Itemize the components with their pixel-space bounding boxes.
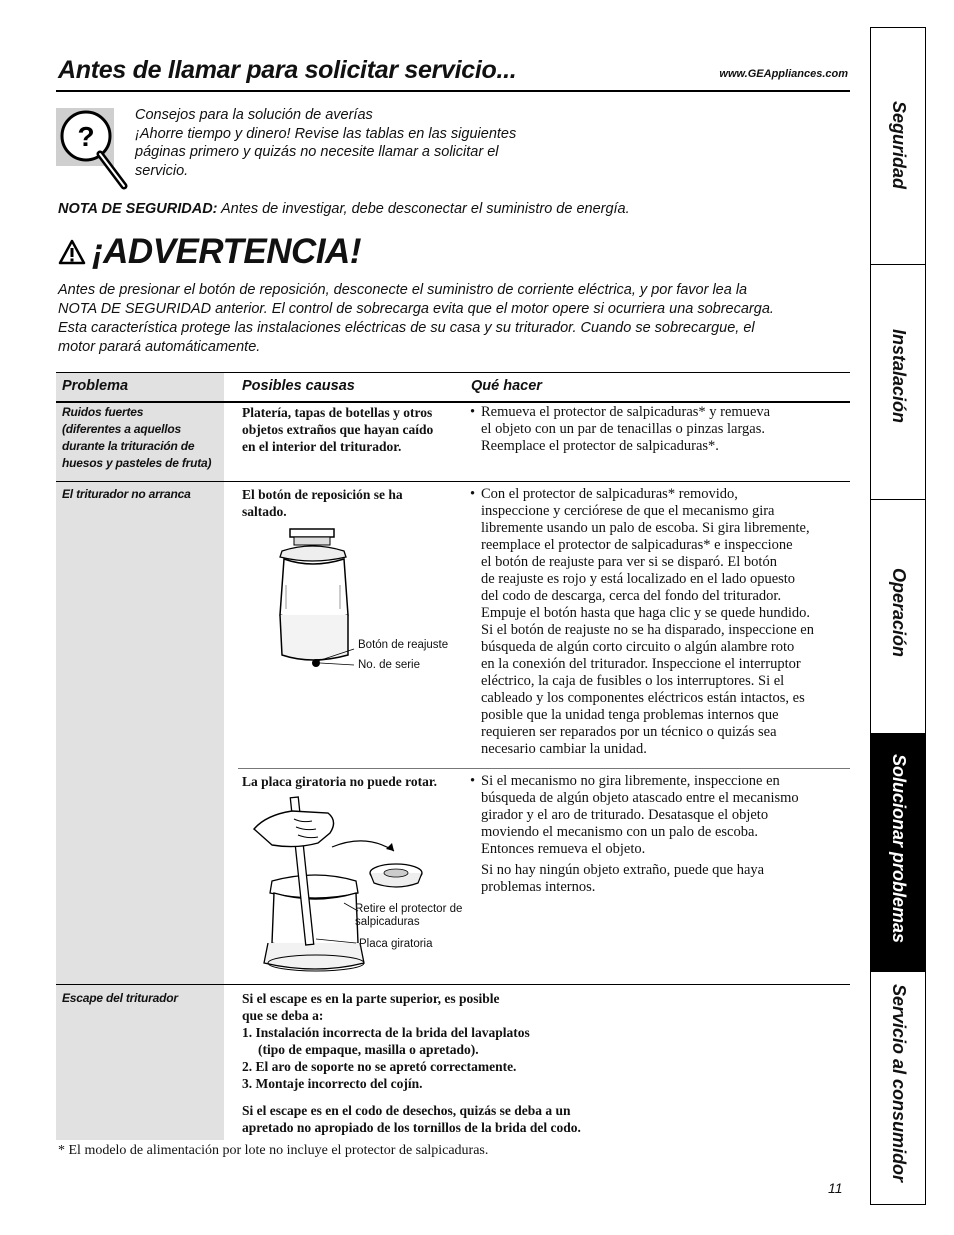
cause-line: objetos extraños que hayan caído <box>242 422 434 437</box>
label-no-serie: No. de serie <box>358 659 421 671</box>
todo-line: el objeto con un par de tenacillas o pinzas largas. <box>481 421 765 437</box>
todo-line: Empuje el botón hasta que haga clic y se quede hundido. <box>481 605 810 621</box>
tips-line: ¡Ahorre tiempo y dinero! Revise las tablas en las siguientes <box>135 125 517 142</box>
cause-objetos-extranos <box>242 404 462 455</box>
todo-line: Si el botón de reajuste no se ha disparado, inspeccione en <box>481 622 814 638</box>
tab-label: Seguridad <box>889 101 909 190</box>
warning-title: ¡ADVERTENCIA! <box>92 232 361 271</box>
disposer-illustration <box>272 525 362 675</box>
tab-instalacion[interactable] <box>871 265 925 500</box>
page-title: Antes de llamar para solicitar servicio... <box>58 56 517 84</box>
problem-line: (diferentes a aquellos <box>62 422 181 436</box>
todo-line: eléctrico, la caja de fusibles o los interruptores. Si el <box>481 673 785 689</box>
cause-line: apretado no apropiado de los tornillos de la brida del codo. <box>242 1120 581 1135</box>
todo-line: libremente usando un palo de escoba. Si gira libremente, <box>481 520 810 536</box>
todo-line: necesario cambiar la unidad. <box>481 741 647 757</box>
turntable-illustration <box>246 793 476 979</box>
todo-line: Si el mecanismo no gira libremente, inspeccione en <box>481 773 780 789</box>
label-line: salpicaduras <box>355 916 420 928</box>
todo-line: girador y el aro de triturado. Desatasque el objeto <box>481 807 769 823</box>
page-number: 11 <box>828 1180 843 1196</box>
website-url[interactable]: www.GEAppliances.com <box>719 68 848 80</box>
safety-note-text: Antes de investigar, debe desconectar el suministro de energía. <box>217 201 630 217</box>
table-header-rule <box>56 401 850 403</box>
cause-line: 2. El aro de soporte no se apretó correctamente. <box>242 1059 517 1074</box>
row-divider <box>56 481 850 482</box>
todo-line: el botón de reajuste para ver si se disparó. El botón <box>481 554 777 570</box>
todo-line: inspeccione y cerciórese de que el mecanismo gira <box>481 503 775 519</box>
header-causas: Posibles causas <box>242 378 355 394</box>
cause-line: El botón de reposición se ha <box>242 487 403 502</box>
tab-servicio-consumidor[interactable] <box>871 972 925 1204</box>
warning-line: Antes de presionar el botón de reposición, desconecte el suministro de corriente eléctrica, y por favor lea la <box>58 282 748 298</box>
problem-escape: Escape del triturador <box>62 991 178 1005</box>
warning-triangle-icon <box>58 239 86 265</box>
label-placa-giratoria: Placa giratoria <box>359 938 433 950</box>
cause-line: saltado. <box>242 504 287 519</box>
todo-line: Entonces remueva el objeto. <box>481 841 646 857</box>
todo-line: reemplace el protector de salpicaduras* e inspeccione <box>481 537 793 553</box>
table-top-rule <box>56 372 850 373</box>
svg-text:?: ? <box>77 121 95 152</box>
header-divider <box>56 90 850 92</box>
section-tabs <box>870 27 926 1205</box>
label-retire-protector <box>355 903 462 929</box>
warning-line: Esta característica protege las instalaciones eléctricas de su casa y su triturador. Cuando se sobrecargue, el <box>58 320 755 336</box>
problem-ruidos-fuertes <box>62 404 227 472</box>
safety-note-label: NOTA DE SEGURIDAD: <box>58 201 218 217</box>
todo-line: en la conexión del triturador. Inspeccione el interruptor <box>481 656 801 672</box>
problem-line: durante la trituración de <box>62 439 195 453</box>
cause-escape <box>242 990 662 1136</box>
todo-line: Reemplace el protector de salpicaduras*. <box>481 438 719 454</box>
warning-text <box>58 281 858 357</box>
todo-line: búsqueda de algún corto circuito o algún alambre roto <box>481 639 795 655</box>
todo-line: del codo de descarga, cerca del fondo del triturador. <box>481 588 782 604</box>
warning-line: motor parará automáticamente. <box>58 339 261 355</box>
problem-line: huesos y pasteles de fruta) <box>62 456 212 470</box>
tab-label: Servicio al consumidor <box>889 984 909 1183</box>
todo-remueva-protector: • Remueva el protector de salpicaduras* y remueva el objeto con un par de tenacillas o pinzas largas. Reemplace el protector de salpicaduras*. <box>470 404 855 455</box>
cause-line: Si el escape es en el codo de desechos, quizás se deba a un <box>242 1103 571 1118</box>
tab-label: Solucionar problemas <box>889 754 909 944</box>
todo-line: cableado y los componentes eléctricos están intactos, es <box>481 690 805 706</box>
todo-line: problemas internos. <box>481 879 596 895</box>
todo-line: Remueva el protector de salpicaduras* y remueva <box>481 404 771 420</box>
header-problema: Problema <box>62 378 129 394</box>
tab-label: Operación <box>889 568 909 658</box>
tips-line: páginas primero y quizás no necesite llamar a solicitar el <box>135 144 499 160</box>
todo-placa-giratoria: • Si el mecanismo no gira libremente, inspeccione en búsqueda de algún objeto atascado entre el mecanismo girador y el aro de triturado. Desatasque el objeto moviendo el mecanismo con un palo de escoba. Entonces remueva el objeto. Si no hay ningún objeto extraño, puede que haya problemas internos. <box>470 773 855 896</box>
tips-line: servicio. <box>135 162 189 179</box>
problem-line: Ruidos fuertes <box>62 405 144 419</box>
problem-no-arranca: El triturador no arranca <box>62 487 191 501</box>
footnote: * El modelo de alimentación por lote no incluye el protector de salpicaduras. <box>58 1143 489 1158</box>
cause-line: que se deba a: <box>242 1008 324 1023</box>
cause-boton-reposicion <box>242 486 462 520</box>
tips-line: Consejos para la solución de averías <box>135 107 373 123</box>
todo-line: Si no hay ningún objeto extraño, puede que haya <box>481 862 765 878</box>
label-line: Retire el protector de <box>355 903 463 915</box>
magnifier-question-icon <box>56 108 128 188</box>
row-divider <box>56 984 850 985</box>
cause-line: (tipo de empaque, masilla o apretado). <box>258 1042 479 1057</box>
cause-placa-giratoria: La placa giratoria no puede rotar. <box>242 774 437 789</box>
cause-line: Si el escape es en la parte superior, es posible <box>242 991 500 1006</box>
todo-line: de reajuste es rojo y está localizado en el lado opuesto <box>481 571 796 587</box>
safety-note <box>58 201 630 217</box>
todo-line: búsqueda de algún objeto atascado entre el mecanismo <box>481 790 799 806</box>
tab-solucionar-problemas[interactable] <box>871 734 925 972</box>
header-que-hacer: Qué hacer <box>471 378 542 394</box>
todo-line: posible que la unidad tenga problemas internos que <box>481 707 779 723</box>
warning-line: NOTA DE SEGURIDAD anterior. El control de sobrecarga evita que el motor opere si ocurriera una sobrecarga. <box>58 301 774 317</box>
label-boton-reajuste: Botón de reajuste <box>358 639 449 651</box>
todo-line: Con el protector de salpicaduras* removido, <box>481 486 738 502</box>
todo-line: moviendo el mecanismo con un palo de escoba. <box>481 824 759 840</box>
cause-line: en el interior del triturador. <box>242 439 402 454</box>
tab-operacion[interactable] <box>871 500 925 734</box>
sub-row-divider <box>238 768 850 769</box>
cause-line: 1. Instalación incorrecta de la brida del lavaplatos <box>242 1025 530 1040</box>
warning-heading <box>58 232 361 272</box>
tab-label: Instalación <box>889 329 909 424</box>
todo-line: requieren ser reparados por un técnico o quizás sea <box>481 724 777 740</box>
cause-line: 3. Montaje incorrecto del cojín. <box>242 1076 423 1091</box>
tab-seguridad[interactable] <box>871 28 925 265</box>
todo-reset-button: • Con el protector de salpicaduras* removido, inspeccione y cerciórese de que el mecanismo gira libremente usando un palo de escoba. Si gira libremente, reemplace el protector de salpicaduras* e inspeccione el botón de reajuste para ver si se disparó. El botón de reajuste es rojo y está localizado en el lado opuesto del codo de descarga, cerca del fondo del triturador. Empuje el botón hasta que haga clic y se quede hundido. Si el botón de reajuste no se ha disparado, inspeccione en búsqueda de algún corto circuito o algún alambre roto en la conexión del triturador. Inspeccione el interruptor eléctrico, la caja de fusibles o los interruptores. Si el cableado y los componentes eléctricos están intactos, es posible que la unidad tenga problemas internos que requieren ser reparados por un técnico o quizás sea necesario cambiar la unidad. <box>470 486 855 758</box>
troubleshooting-tips <box>135 106 555 180</box>
cause-line: Platería, tapas de botellas y otros <box>242 405 433 420</box>
